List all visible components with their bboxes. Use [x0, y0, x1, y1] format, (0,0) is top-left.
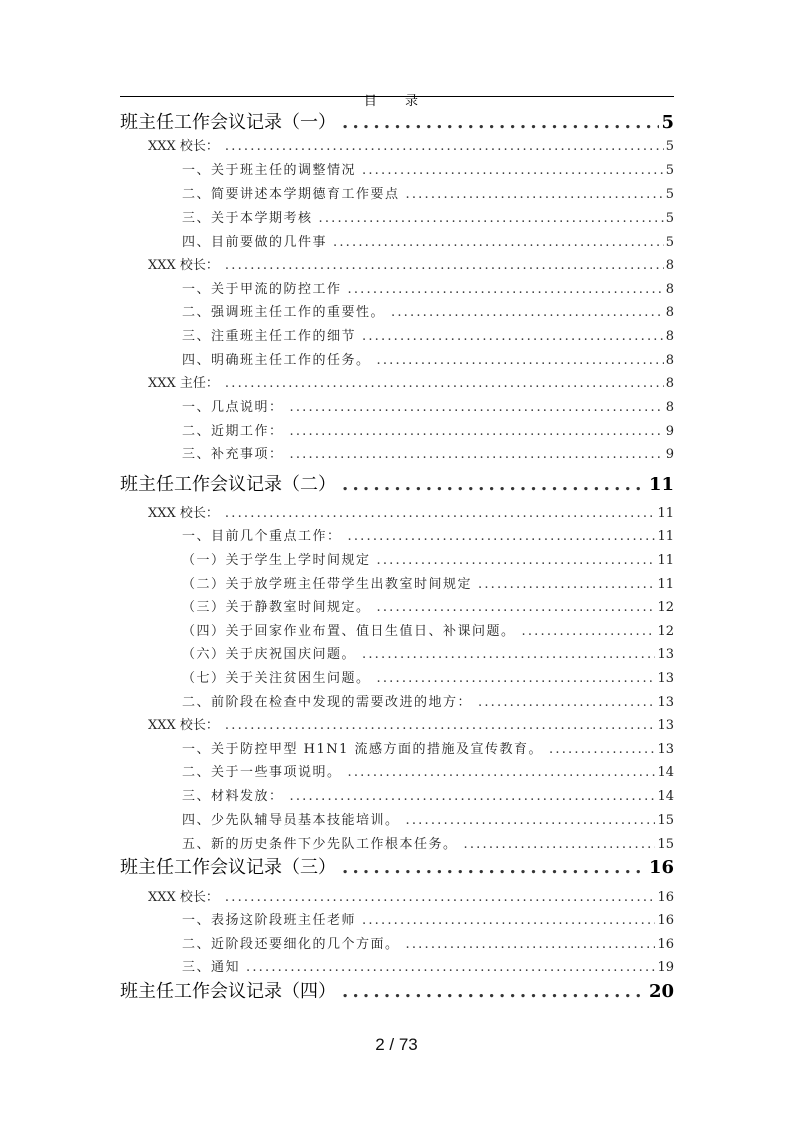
toc-entry-label: 班主任工作会议记录（二） — [120, 474, 336, 495]
toc-entry-page: 13 — [657, 695, 674, 710]
toc-entry-label: （四）关于回家作业布置、值日生值日、补课问题。 — [182, 624, 516, 639]
toc-entry-page: 14 — [657, 789, 674, 804]
toc-entry[interactable] — [120, 692, 674, 714]
toc-entry-page: 12 — [657, 624, 674, 639]
toc-entry-label: 四、少先队辅导员基本技能培训。 — [182, 813, 400, 828]
toc-entry-label: 班主任工作会议记录（一） — [120, 112, 336, 133]
toc-entry-label: 二、前阶段在检查中发现的需要改进的地方： — [182, 695, 473, 710]
toc-entry[interactable] — [120, 444, 674, 466]
toc-entry-label: 二、近期工作： — [182, 424, 284, 439]
dot-leader — [362, 160, 664, 182]
toc-entry-label: XXX 校长： — [148, 890, 219, 905]
toc-entry-label: XXX 校长： — [148, 258, 219, 273]
toc-entry[interactable] — [120, 786, 674, 808]
toc-entry-label: 二、关于一些事项说明。 — [182, 765, 342, 780]
dot-leader — [406, 810, 656, 832]
dot-leader — [377, 350, 664, 372]
toc-entry-page: 16 — [657, 913, 674, 928]
toc-entry-page: 8 — [665, 329, 674, 344]
dot-leader — [290, 786, 656, 808]
toc-entry-label: XXX 校长： — [148, 718, 219, 733]
toc-entry-page: 8 — [665, 376, 674, 391]
toc-entry[interactable] — [120, 255, 674, 277]
toc-entry[interactable] — [120, 526, 674, 548]
toc-entry[interactable] — [120, 810, 674, 832]
toc-entry-page: 16 — [657, 890, 674, 905]
toc-entry[interactable] — [120, 326, 674, 348]
dot-leader — [406, 184, 664, 206]
toc-entry[interactable] — [120, 715, 674, 737]
toc-entry-page: 8 — [665, 305, 674, 320]
toc-entry-label: 二、简要讲述本学期德育工作要点 — [182, 187, 400, 202]
toc-entry-label: 一、关于班主任的调整情况 — [182, 163, 357, 178]
toc-entry[interactable] — [120, 668, 674, 690]
toc-entry[interactable] — [120, 574, 674, 596]
toc-entry-label: 三、关于本学期考核 — [182, 211, 313, 226]
dot-leader — [377, 668, 656, 690]
toc-entry-label: 班主任工作会议记录（三） — [120, 857, 336, 878]
toc-entry-label: （二）关于放学班主任带学生出教室时间规定 — [182, 577, 473, 592]
dot-leader — [342, 472, 647, 498]
dot-leader — [362, 910, 655, 932]
dot-leader — [225, 373, 664, 395]
toc-entry-page: 11 — [648, 474, 674, 495]
toc-entry-label: 三、注重班主任工作的细节 — [182, 329, 357, 344]
toc-entry[interactable] — [120, 762, 674, 784]
toc-entry-page: 14 — [657, 765, 674, 780]
dot-leader — [225, 255, 664, 277]
page-number: 2 / 73 — [375, 1035, 418, 1054]
toc-entry[interactable] — [120, 739, 674, 761]
toc-entry-label: 四、明确班主任工作的任务。 — [182, 353, 371, 368]
dot-leader — [225, 887, 656, 909]
dot-leader — [225, 715, 656, 737]
toc-entry-label: 一、几点说明： — [182, 400, 284, 415]
toc-entry-label: （七）关于关注贫困生问题。 — [182, 671, 371, 686]
dot-leader — [362, 326, 664, 348]
toc-entry[interactable] — [120, 887, 674, 909]
toc-entry[interactable] — [120, 110, 674, 136]
toc-entry[interactable] — [120, 855, 674, 881]
dot-leader — [522, 621, 656, 643]
toc-entry-page: 11 — [657, 506, 674, 521]
dot-leader — [406, 934, 656, 956]
toc-entry-page: 5 — [665, 211, 674, 226]
toc-entry-label: 二、近阶段还要细化的几个方面。 — [182, 937, 400, 952]
toc-entry-label: （三）关于静教室时间规定。 — [182, 600, 371, 615]
toc-entry-page: 11 — [657, 529, 674, 544]
dot-leader — [290, 444, 664, 466]
toc-entry[interactable] — [120, 979, 674, 1005]
toc-entry-page: 8 — [665, 282, 674, 297]
toc-entry-page: 8 — [665, 258, 674, 273]
toc-entry[interactable] — [120, 421, 674, 443]
toc-entry-page: 13 — [657, 742, 674, 757]
toc-entry-page: 11 — [657, 577, 674, 592]
toc-entry[interactable] — [120, 184, 674, 206]
toc-entry-page: 12 — [657, 600, 674, 615]
toc-entry-label: 一、表扬这阶段班主任老师 — [182, 913, 357, 928]
toc-entry-page: 8 — [665, 353, 674, 368]
toc-entry-label: 一、目前几个重点工作： — [182, 529, 342, 544]
dot-leader — [225, 503, 656, 525]
toc-entry[interactable] — [120, 302, 674, 324]
toc-entry[interactable] — [120, 208, 674, 230]
toc-entry-page: 16 — [648, 857, 674, 878]
toc-entry-page: 13 — [657, 718, 674, 733]
toc-entry[interactable] — [120, 910, 674, 932]
dot-leader — [391, 302, 664, 324]
toc-entry-label: 一、关于防控甲型 H1N1 流感方面的措施及宣传教育。 — [182, 742, 544, 757]
toc-entry-page: 5 — [665, 235, 674, 250]
dot-leader — [348, 526, 656, 548]
toc-entry-page: 5 — [665, 163, 674, 178]
toc-entry[interactable] — [120, 279, 674, 301]
toc-entry-page: 13 — [657, 671, 674, 686]
toc-entry-page: 9 — [665, 424, 674, 439]
toc-title: 目 录 — [363, 94, 431, 109]
dot-leader — [342, 110, 659, 136]
toc-entry-page: 15 — [657, 813, 674, 828]
toc-entry[interactable] — [120, 373, 674, 395]
toc-entry[interactable] — [120, 232, 674, 254]
toc-entry-label: XXX 校长： — [148, 506, 219, 521]
toc-entry-label: 班主任工作会议记录（四） — [120, 981, 336, 1002]
dot-leader — [348, 279, 664, 301]
toc-entry[interactable] — [120, 644, 674, 666]
toc-entry-page: 5 — [665, 187, 674, 202]
toc-entry[interactable] — [120, 160, 674, 182]
toc-entry[interactable] — [120, 597, 674, 619]
toc-entry[interactable] — [120, 503, 674, 525]
dot-leader — [342, 855, 647, 881]
toc-entry[interactable] — [120, 957, 674, 979]
toc-entry-label: 五、新的历史条件下少先队工作根本任务。 — [182, 837, 458, 852]
toc-entry[interactable] — [120, 621, 674, 643]
dot-leader — [377, 597, 656, 619]
dot-leader — [333, 232, 664, 254]
toc-entry-label: （一）关于学生上学时间规定 — [182, 553, 371, 568]
toc-entry-label: 四、目前要做的几件事 — [182, 235, 328, 250]
toc-entry[interactable] — [120, 834, 674, 856]
dot-leader — [478, 574, 655, 596]
dot-leader — [342, 979, 647, 1005]
toc-entry-page: 5 — [665, 139, 674, 154]
toc-entry-page: 15 — [657, 837, 674, 852]
toc-entry-page: 19 — [657, 960, 674, 975]
toc-entry-label: 三、补充事项： — [182, 447, 284, 462]
toc-entry-label: 二、强调班主任工作的重要性。 — [182, 305, 386, 320]
dot-leader — [464, 834, 656, 856]
toc-entry-label: 一、关于甲流的防控工作 — [182, 282, 342, 297]
toc-entry-page: 20 — [648, 981, 674, 1002]
dot-leader — [362, 644, 655, 666]
toc-entry-page: 9 — [665, 447, 674, 462]
toc-entry-label: XXX 校长： — [148, 139, 219, 154]
dot-leader — [478, 692, 655, 714]
toc-entry[interactable] — [120, 472, 674, 498]
dot-leader — [225, 136, 664, 158]
toc-entry-page: 16 — [657, 937, 674, 952]
toc-entry-page: 11 — [657, 553, 674, 568]
toc-entry[interactable] — [120, 136, 674, 158]
dot-leader — [246, 957, 655, 979]
toc-entry[interactable] — [120, 934, 674, 956]
toc-entry-label: （六）关于庆祝国庆问题。 — [182, 647, 357, 662]
toc-entry[interactable] — [120, 397, 674, 419]
toc-entry-label: 三、材料发放： — [182, 789, 284, 804]
dot-leader — [290, 397, 664, 419]
dot-leader — [319, 208, 664, 230]
toc-entry[interactable] — [120, 550, 674, 572]
toc-entry-label: 三、通知 — [182, 960, 241, 975]
toc-entry-page: 8 — [665, 400, 674, 415]
toc-entry-page: 5 — [661, 112, 674, 133]
dot-leader — [348, 762, 656, 784]
toc-entry-page: 13 — [657, 647, 674, 662]
dot-leader — [290, 421, 664, 443]
toc-entry[interactable] — [120, 350, 674, 372]
dot-leader — [549, 739, 655, 761]
dot-leader — [377, 550, 656, 572]
toc-entry-label: XXX 主任： — [148, 376, 219, 391]
